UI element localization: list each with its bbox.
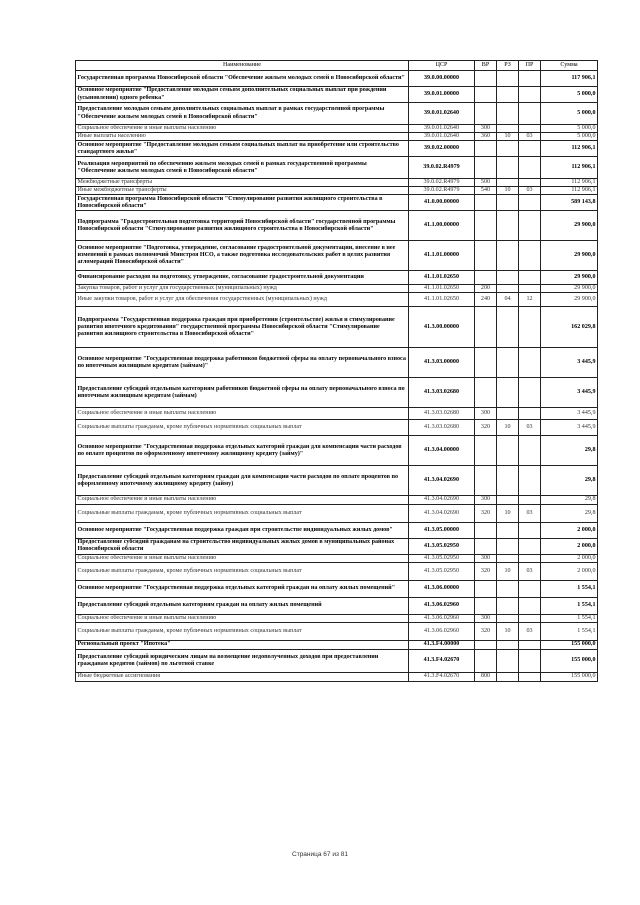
cell-vr: 360 xyxy=(475,133,497,141)
cell-rz xyxy=(497,649,519,672)
header-pr: ПР xyxy=(519,61,541,71)
cell-name: Основное мероприятие "Государственная поддержка граждан при строительстве индивидуальных жилых домов" xyxy=(76,522,409,538)
cell-csr: 41.3.05.02950 xyxy=(409,554,475,562)
cell-rz xyxy=(497,522,519,538)
cell-csr: 39.0.00.00000 xyxy=(409,71,475,87)
cell-vr xyxy=(475,649,497,672)
cell-pr: 03 xyxy=(519,504,541,522)
cell-sum: 3 445,9 xyxy=(541,420,598,436)
table-row xyxy=(76,554,598,562)
cell-sum: 29,8 xyxy=(541,504,598,522)
table-row xyxy=(76,133,598,141)
cell-sum: 29,8 xyxy=(541,466,598,496)
table-row xyxy=(76,672,598,681)
cell-vr xyxy=(475,436,497,466)
cell-pr xyxy=(519,672,541,681)
cell-name: Социальные выплаты гражданам, кроме публичных нормативных социальных выплат xyxy=(76,562,409,580)
cell-vr xyxy=(475,378,497,408)
table-row xyxy=(76,504,598,522)
table-row xyxy=(76,522,598,538)
cell-sum: 3 445,9 xyxy=(541,408,598,420)
cell-pr: 03 xyxy=(519,562,541,580)
cell-rz: 10 xyxy=(497,420,519,436)
cell-pr xyxy=(519,87,541,103)
cell-csr: 41.3.05.00000 xyxy=(409,522,475,538)
cell-sum: 29 900,0 xyxy=(541,241,598,271)
cell-sum: 117 906,1 xyxy=(541,71,598,87)
cell-name: Социальные выплаты гражданам, кроме публичных нормативных социальных выплат xyxy=(76,420,409,436)
cell-csr: 41.3.00.00000 xyxy=(409,307,475,348)
cell-sum: 29 900,0 xyxy=(541,285,598,293)
cell-csr: 39.0.01.02640 xyxy=(409,103,475,125)
cell-rz xyxy=(497,580,519,597)
cell-csr: 39.0.02.R4979 xyxy=(409,187,475,195)
cell-csr: 41.3.03.02680 xyxy=(409,408,475,420)
cell-csr: 41.3.05.02950 xyxy=(409,538,475,554)
header-csr: ЦСР xyxy=(409,61,475,71)
cell-csr: 41.3.06.02960 xyxy=(409,622,475,640)
cell-name: Подпрограмма "Градостроительная подготовка территорий Новосибирской области" государственной программы Новосибирской области "Стимулирование развития жилищного строительства в Новосибирской области" xyxy=(76,211,409,241)
cell-rz xyxy=(497,597,519,614)
cell-name: Финансирование расходов на подготовку, утверждение, согласование градостроительной документации xyxy=(76,271,409,285)
cell-rz xyxy=(497,125,519,133)
cell-name: Социальное обеспечение и иные выплаты населению xyxy=(76,125,409,133)
cell-rz xyxy=(497,554,519,562)
cell-pr xyxy=(519,378,541,408)
cell-vr xyxy=(475,538,497,554)
cell-csr: 41.3.05.02950 xyxy=(409,562,475,580)
table-row xyxy=(76,195,598,211)
cell-name: Социальное обеспечение и иные выплаты населению xyxy=(76,614,409,622)
cell-rz xyxy=(497,211,519,241)
cell-rz xyxy=(497,179,519,187)
cell-pr xyxy=(519,179,541,187)
cell-sum: 112 906,1 xyxy=(541,141,598,157)
cell-sum: 112 906,1 xyxy=(541,187,598,195)
cell-name: Социальные выплаты гражданам, кроме публичных нормативных социальных выплат xyxy=(76,622,409,640)
cell-vr: 320 xyxy=(475,504,497,522)
table-row xyxy=(76,649,598,672)
cell-sum: 29,8 xyxy=(541,496,598,504)
cell-pr: 03 xyxy=(519,622,541,640)
cell-vr xyxy=(475,195,497,211)
table-row xyxy=(76,562,598,580)
table-body xyxy=(76,71,598,682)
cell-pr xyxy=(519,614,541,622)
table-row xyxy=(76,71,598,87)
cell-name: Основное мероприятие "Государственная поддержка отдельных категорий граждан на оплату жилых помещений" xyxy=(76,580,409,597)
table-row xyxy=(76,622,598,640)
cell-sum: 29 900,0 xyxy=(541,211,598,241)
cell-vr xyxy=(475,71,497,87)
cell-name: Государственная программа Новосибирской области "Стимулирование развития жилищного строительства в Новосибирской области" xyxy=(76,195,409,211)
cell-pr xyxy=(519,496,541,504)
cell-rz xyxy=(497,466,519,496)
cell-name: Социальное обеспечение и иные выплаты населению xyxy=(76,408,409,420)
cell-name: Государственная программа Новосибирской области "Обеспечение жильем молодых семей в Новосибирской области" xyxy=(76,71,409,87)
cell-vr xyxy=(475,103,497,125)
cell-rz: 10 xyxy=(497,562,519,580)
cell-name: Региональный проект "Ипотека" xyxy=(76,640,409,649)
cell-name: Социальное обеспечение и иные выплаты населению xyxy=(76,496,409,504)
cell-csr: 39.0.01.02640 xyxy=(409,125,475,133)
cell-pr xyxy=(519,157,541,179)
cell-vr xyxy=(475,640,497,649)
cell-rz xyxy=(497,157,519,179)
cell-rz xyxy=(497,285,519,293)
cell-name: Предоставление субсидий гражданам на строительство индивидуальных жилых домов в муниципальных районах Новосибирской области xyxy=(76,538,409,554)
table-row xyxy=(76,496,598,504)
cell-rz: 10 xyxy=(497,622,519,640)
cell-csr: 41.3.F4.02670 xyxy=(409,672,475,681)
cell-vr xyxy=(475,348,497,378)
cell-vr: 800 xyxy=(475,672,497,681)
cell-vr xyxy=(475,271,497,285)
budget-table xyxy=(75,60,598,682)
cell-pr xyxy=(519,307,541,348)
cell-rz xyxy=(497,195,519,211)
table-row xyxy=(76,125,598,133)
cell-name: Реализация мероприятий по обеспечению жильем молодых семей в рамках государственной программы "Обеспечение жильем молодых семей в Новосибирской области" xyxy=(76,157,409,179)
cell-sum: 112 906,1 xyxy=(541,157,598,179)
cell-sum: 1 554,1 xyxy=(541,597,598,614)
cell-name: Иные бюджетные ассигнования xyxy=(76,672,409,681)
cell-csr: 41.1.01.02650 xyxy=(409,293,475,307)
cell-vr: 300 xyxy=(475,614,497,622)
cell-csr: 41.3.06.02960 xyxy=(409,614,475,622)
cell-pr xyxy=(519,103,541,125)
header-name: Наименование xyxy=(76,61,409,71)
cell-pr xyxy=(519,125,541,133)
cell-pr xyxy=(519,195,541,211)
cell-csr: 41.3.04.02690 xyxy=(409,466,475,496)
cell-pr xyxy=(519,408,541,420)
cell-name: Основное мероприятие "Государственная поддержка отдельных категорий граждан для компенсации части расходов по оплате процентов по оформленному ипотечному жилищному кредиту (займу)" xyxy=(76,436,409,466)
table-row xyxy=(76,408,598,420)
cell-name: Подпрограмма "Государственная поддержка граждан при приобретении (строительстве) жилья и стимулирование развития ипотечного кредитования" государственной программы Новосибирской области "Стимулирование развития жилищного строительства в Новосибирской области" xyxy=(76,307,409,348)
cell-csr: 41.1.01.00000 xyxy=(409,241,475,271)
cell-rz xyxy=(497,640,519,649)
cell-vr xyxy=(475,307,497,348)
cell-vr xyxy=(475,157,497,179)
table-row xyxy=(76,179,598,187)
cell-rz xyxy=(497,141,519,157)
table-row xyxy=(76,614,598,622)
cell-sum: 155 000,0 xyxy=(541,640,598,649)
cell-name: Закупка товаров, работ и услуг для государственных (муниципальных) нужд xyxy=(76,285,409,293)
table-row xyxy=(76,538,598,554)
cell-pr xyxy=(519,211,541,241)
cell-pr: 03 xyxy=(519,187,541,195)
cell-sum: 155 000,0 xyxy=(541,649,598,672)
cell-rz: 10 xyxy=(497,133,519,141)
cell-pr xyxy=(519,580,541,597)
table-row xyxy=(76,348,598,378)
cell-csr: 39.0.01.02640 xyxy=(409,133,475,141)
cell-rz xyxy=(497,271,519,285)
cell-pr: 12 xyxy=(519,293,541,307)
cell-name: Иные межбюджетные трансферты xyxy=(76,187,409,195)
cell-csr: 41.1.01.02650 xyxy=(409,285,475,293)
cell-pr xyxy=(519,466,541,496)
cell-csr: 41.3.04.02690 xyxy=(409,496,475,504)
table-row xyxy=(76,293,598,307)
cell-rz xyxy=(497,87,519,103)
cell-csr: 41.0.00.00000 xyxy=(409,195,475,211)
cell-rz xyxy=(497,71,519,87)
cell-sum: 2 000,0 xyxy=(541,554,598,562)
cell-csr: 41.3.04.00000 xyxy=(409,436,475,466)
cell-name: Иные закупки товаров, работ и услуг для обеспечения государственных (муниципальных) нужд xyxy=(76,293,409,307)
cell-sum: 5 000,0 xyxy=(541,133,598,141)
table-row xyxy=(76,436,598,466)
cell-csr: 41.3.03.02680 xyxy=(409,420,475,436)
cell-pr xyxy=(519,554,541,562)
page-footer: Страница 67 из 81 xyxy=(292,851,348,858)
cell-pr xyxy=(519,71,541,87)
table-row xyxy=(76,271,598,285)
cell-sum: 2 000,0 xyxy=(541,562,598,580)
table-header-row xyxy=(76,61,598,71)
table-row xyxy=(76,307,598,348)
cell-csr: 41.1.00.00000 xyxy=(409,211,475,241)
cell-rz xyxy=(497,378,519,408)
cell-name: Предоставление субсидий отдельным категориям граждан для компенсации части расходов по оплате процентов по оформленному ипотечному жилищному кредиту (займу) xyxy=(76,466,409,496)
table-row xyxy=(76,241,598,271)
cell-vr xyxy=(475,211,497,241)
cell-sum: 2 000,0 xyxy=(541,538,598,554)
table-row xyxy=(76,211,598,241)
cell-csr: 39.0.02.R4979 xyxy=(409,157,475,179)
cell-sum: 3 445,9 xyxy=(541,348,598,378)
cell-vr: 320 xyxy=(475,562,497,580)
cell-csr: 41.1.01.02650 xyxy=(409,271,475,285)
table-row xyxy=(76,141,598,157)
table-row xyxy=(76,420,598,436)
table-row xyxy=(76,466,598,496)
cell-vr: 200 xyxy=(475,285,497,293)
document-page xyxy=(75,60,597,682)
cell-pr xyxy=(519,141,541,157)
cell-rz xyxy=(497,436,519,466)
cell-vr: 300 xyxy=(475,554,497,562)
cell-sum: 2 000,0 xyxy=(541,522,598,538)
cell-vr xyxy=(475,466,497,496)
cell-name: Основное мероприятие "Подготовка, утверждение, согласование градостроительной документации, внесение в нее изменений в рамках полномочий Минстроя НСО, а также подготовка исследовательских работ в целях развития агломераций Новосибирской области" xyxy=(76,241,409,271)
cell-csr: 39.0.02.00000 xyxy=(409,141,475,157)
cell-pr: 03 xyxy=(519,420,541,436)
cell-sum: 112 906,1 xyxy=(541,179,598,187)
cell-vr: 500 xyxy=(475,179,497,187)
cell-vr: 300 xyxy=(475,496,497,504)
cell-pr xyxy=(519,271,541,285)
cell-name: Основное мероприятие "Предоставление молодым семьям социальных выплат на приобретение или строительство стандартного жилья" xyxy=(76,141,409,157)
cell-name: Социальные выплаты гражданам, кроме публичных нормативных социальных выплат xyxy=(76,504,409,522)
cell-sum: 5 000,0 xyxy=(541,125,598,133)
cell-pr: 03 xyxy=(519,133,541,141)
header-sum: Сумма xyxy=(541,61,598,71)
cell-vr xyxy=(475,87,497,103)
cell-csr: 39.0.02.R4979 xyxy=(409,179,475,187)
header-vr: ВР xyxy=(475,61,497,71)
cell-vr: 320 xyxy=(475,420,497,436)
cell-vr xyxy=(475,241,497,271)
cell-pr xyxy=(519,597,541,614)
cell-pr xyxy=(519,436,541,466)
cell-pr xyxy=(519,640,541,649)
table-row xyxy=(76,157,598,179)
cell-sum: 162 029,8 xyxy=(541,307,598,348)
table-row xyxy=(76,87,598,103)
cell-sum: 5 000,0 xyxy=(541,87,598,103)
cell-name: Предоставление субсидий отдельным категориям работников бюджетной сферы на оплату первоначального взноса по ипотечным жилищным кредитам (займам) xyxy=(76,378,409,408)
cell-name: Иные выплаты населению xyxy=(76,133,409,141)
cell-rz: 10 xyxy=(497,504,519,522)
header-rz: РЗ xyxy=(497,61,519,71)
cell-vr xyxy=(475,597,497,614)
cell-pr xyxy=(519,538,541,554)
cell-vr: 300 xyxy=(475,408,497,420)
cell-name: Предоставление субсидий юридическим лицам на возмещение недополученных доходов при предоставлении гражданам кредитов (займов) по льготной ставке xyxy=(76,649,409,672)
cell-pr xyxy=(519,285,541,293)
cell-rz xyxy=(497,496,519,504)
cell-pr xyxy=(519,649,541,672)
table-row xyxy=(76,597,598,614)
cell-vr xyxy=(475,580,497,597)
cell-name: Предоставление субсидий отдельным категориям граждан на оплату жилых помещений xyxy=(76,597,409,614)
cell-name: Предоставление молодым семьям дополнительных социальных выплат в рамках государственной программы "Обеспечение жильем молодых семей в Новосибирской области" xyxy=(76,103,409,125)
cell-vr xyxy=(475,522,497,538)
cell-name: Основное мероприятие "Государственная поддержка работников бюджетной сферы на оплату первоначального взноса по ипотечным жилищным кредитам (займам)" xyxy=(76,348,409,378)
cell-vr: 540 xyxy=(475,187,497,195)
cell-csr: 41.3.04.02690 xyxy=(409,504,475,522)
cell-rz xyxy=(497,241,519,271)
cell-csr: 41.3.03.00000 xyxy=(409,348,475,378)
cell-rz xyxy=(497,614,519,622)
cell-sum: 1 554,1 xyxy=(541,580,598,597)
cell-sum: 5 000,0 xyxy=(541,103,598,125)
table-row xyxy=(76,285,598,293)
cell-csr: 41.3.F4.00000 xyxy=(409,640,475,649)
cell-rz: 04 xyxy=(497,293,519,307)
cell-rz xyxy=(497,538,519,554)
cell-rz xyxy=(497,408,519,420)
cell-sum: 1 554,1 xyxy=(541,622,598,640)
cell-name: Межбюджетные трансферты xyxy=(76,179,409,187)
cell-vr: 300 xyxy=(475,125,497,133)
table-row xyxy=(76,378,598,408)
table-row xyxy=(76,103,598,125)
cell-sum: 3 445,9 xyxy=(541,378,598,408)
cell-sum: 155 000,0 xyxy=(541,672,598,681)
cell-sum: 589 143,8 xyxy=(541,195,598,211)
cell-pr xyxy=(519,522,541,538)
cell-name: Основное мероприятие "Предоставление молодым семьям дополнительных социальных выплат при рождении (усыновлении) одного ребенка" xyxy=(76,87,409,103)
cell-pr xyxy=(519,348,541,378)
cell-csr: 41.3.06.00000 xyxy=(409,580,475,597)
cell-csr: 41.3.03.02680 xyxy=(409,378,475,408)
cell-rz xyxy=(497,348,519,378)
cell-sum: 1 554,1 xyxy=(541,614,598,622)
cell-sum: 29 900,0 xyxy=(541,271,598,285)
cell-pr xyxy=(519,241,541,271)
cell-rz xyxy=(497,672,519,681)
cell-rz xyxy=(497,307,519,348)
cell-csr: 41.3.06.02960 xyxy=(409,597,475,614)
cell-rz: 10 xyxy=(497,187,519,195)
cell-vr: 240 xyxy=(475,293,497,307)
table-row xyxy=(76,580,598,597)
cell-name: Социальное обеспечение и иные выплаты населению xyxy=(76,554,409,562)
cell-sum: 29,8 xyxy=(541,436,598,466)
cell-vr: 320 xyxy=(475,622,497,640)
cell-rz xyxy=(497,103,519,125)
table-row xyxy=(76,640,598,649)
cell-sum: 29 900,0 xyxy=(541,293,598,307)
table-row xyxy=(76,187,598,195)
cell-csr: 41.3.F4.02670 xyxy=(409,649,475,672)
cell-csr: 39.0.01.00000 xyxy=(409,87,475,103)
cell-vr xyxy=(475,141,497,157)
